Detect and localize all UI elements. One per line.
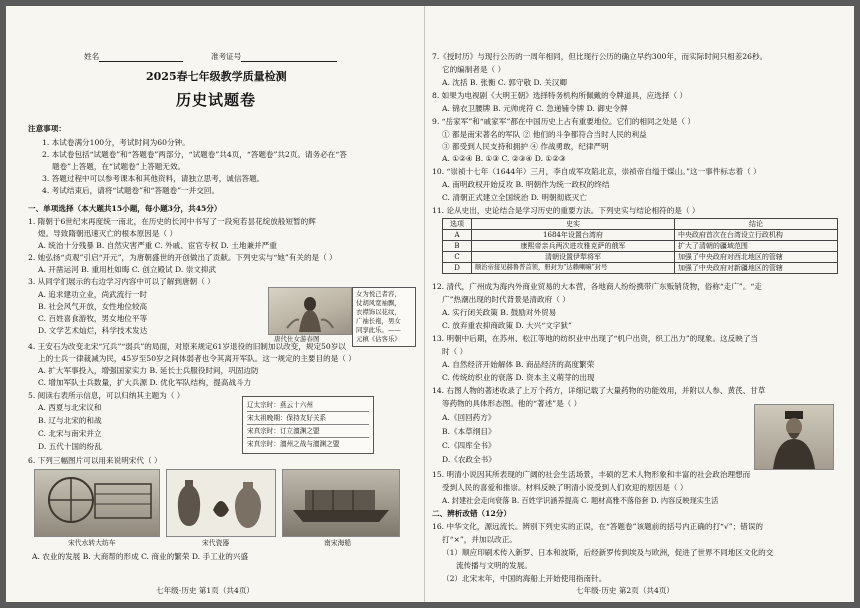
porcelain-caption: 宋代瓷器 (202, 539, 230, 547)
option-line: A. 统治十分残暴 B. 自然灾害严重 C. 外戚、宦官专权 D. 土地兼并严重 (38, 241, 277, 250)
option-line: A. 自然经济开始解体 B. 商品经济的高度繁荣 (442, 360, 595, 369)
notice-item: 2. 本试卷包括“试题卷”和“答题卷”两部分，“试题卷”共4页，“答题卷”共2页。请务必在“答 (42, 150, 347, 159)
exam-number-field[interactable] (211, 52, 337, 62)
notice-title: 注意事项： (28, 124, 66, 133)
notice-item: 1. 本试卷满分100分，考试时间为60分钟。 (42, 138, 190, 147)
option-line: A. 封建社会走向衰落 B. 百姓学识涵养提高 C. 题材高雅不落俗套 D. 内容反映现实生活 (442, 496, 719, 505)
notice-item: 题卷”上答题，在“试题卷”上答题无效。 (52, 162, 186, 171)
question-line: 3. 从同学们展示的右边学习内容中可以了解到唐朝（ ） (28, 277, 215, 286)
option-line: D. 五代十国的纷乱 (38, 442, 102, 451)
info-row: 宋真宗时：订立澶渊之盟 (247, 425, 369, 438)
info-row: 宋真宗时：澶州之战与澶渊之盟 (247, 440, 340, 448)
spinning-wheel-caption: 宋代水转大纺车 (68, 539, 116, 547)
section-1-title: 一、单项选择（本大题共15小题，每小题3分，共45分） (28, 204, 222, 213)
option-line: C. 百姓喜食游牧，男女地位平等 (38, 314, 148, 323)
option-line: A. 西夏与北宋议和 (38, 403, 102, 412)
li-shizhen-portrait (754, 404, 834, 470)
page-2 (426, 6, 852, 602)
option-line: A. 扩大军事投入，增强国家实力 B. 延长士兵服役时间，巩固边防 (38, 366, 259, 375)
table-cell: 扩大了清朝的疆域范围 (674, 241, 837, 252)
ship-image (282, 469, 400, 537)
tang-painting-caption: 唐代仕女游春图 (274, 335, 320, 343)
table-cell: 清朝设置伊犁将军 (472, 252, 675, 263)
info-row: 辽太宗时：燕云十六州 (247, 399, 369, 412)
page-footer: 七年级·历史 第2页（共4页） (576, 586, 675, 595)
option-line: B.《本草纲目》 (442, 427, 496, 436)
poem-line: 仗胡风宽袖飘， (356, 299, 401, 307)
poem-line: 广袖长袍，男女 (356, 317, 401, 325)
table-cell: 1684年设置台湾府 (472, 230, 675, 241)
name-field[interactable] (84, 52, 183, 62)
option-line: A. 农业的发展 B. 大商帮的形成 C. 商业的繁荣 D. 手工业的兴盛 (32, 552, 249, 561)
table-cell: 顺治帝接见赫鲁普首领，册封为“达赖喇嘛”封号 (472, 263, 675, 274)
porcelain-image (166, 469, 276, 537)
question-line: 9. “岳家军”和“戚家军”都在中国历史上占有重要地位。它们的相同之处是（ ） (432, 117, 696, 126)
table-header-row (443, 219, 838, 230)
question-line: 等药物的具体形态图。他的“著述”是（ ） (442, 399, 582, 408)
question-line: 12. 清代，广州成为海内外商业贸易的大本营，各地商人纷纷携带广东贩销货物，俗称“走广”。“走 (432, 282, 762, 291)
table-cell: A (443, 230, 472, 241)
option-line: C.《四库全书》 (442, 441, 496, 450)
song-liao-info-table (242, 396, 374, 454)
option-line: A.《回回药方》 (442, 413, 496, 422)
q11-table (442, 218, 838, 274)
notice-item: 3. 答题过程中可以参考课本和其他资料，请独立思考，诚信答题。 (42, 174, 265, 183)
table-cell: C (443, 252, 472, 263)
page-divider (424, 6, 425, 602)
option-line: C. 增加军队士兵数量，扩大兵源 D. 优化军队结构，提高战斗力 (38, 378, 252, 387)
ship-icon (283, 470, 399, 536)
info-row: 宋太祖晚期：保持友好关系 (247, 412, 369, 425)
question-line: 煌。导致隋朝迅速灭亡的根本原因是（ ） (38, 229, 178, 238)
question-line: 2. 她弘扬“贞观”引启“开元”，为唐朝盛世的开创做出了贡献。下列史实与“她”有关的是（ ） (28, 253, 337, 262)
option-line: A. 实行闭关政策 B. 鼓励对外贸易 (442, 308, 557, 317)
question-line: 流传播与文明的发展。 (456, 561, 532, 570)
question-line: 8. 如果为电视剧《大明王朝》选择特务机构所佩戴的令牌道具，应选择（ ） (432, 91, 688, 100)
question-line: 13. 明朝中后期，在苏州、松江等地的纺织业中出现了“机户出资，织工出力”的现象。这反映了当 (432, 334, 758, 343)
option-line: A. 沈括 B. 张衡 C. 郭守敬 D. 关汉卿 (442, 78, 567, 87)
paper-title: 历史试题卷 (176, 91, 257, 109)
notice-item: 4. 考试结束后，请将“试题卷”和“答题卷”一并交回。 (42, 186, 220, 195)
question-line: 5. 阅读右表所示信息，可以归纳其主题为（ ） (28, 391, 185, 400)
question-line: 10. “崇祯十七年（1644年）三月，李自成军攻陷北京，崇祯帝自缢于煤山。”这一事件标志着（ ） (432, 167, 761, 176)
option-line: C. 清朝正式建立全国统治 D. 明朝彻底灭亡 (442, 193, 587, 202)
spinning-wheel-image (34, 469, 160, 537)
poem-box (352, 287, 416, 347)
figure-icon (269, 288, 351, 334)
question-line: 15. 明清小说因其所表现的广阔的社会生活场景，丰硕的艺术人物形象和丰富的社会政治理想而 (432, 470, 751, 479)
question-line: 广”热潮出现的时代背景是清政府（ ） (442, 295, 570, 304)
option-line: A. 南明政权开始反攻 B. 明朝作为统一政权的终结 (442, 180, 610, 189)
question-line: 它的编制者是（ ） (442, 65, 506, 74)
question-line: 16. 中华文化，源远流长。辨别下列史实的正误，在“答题卷”该题前的括号内正确的打“√”；错误的 (432, 522, 764, 531)
option-line: A. 追求建功立业，尚武流行一时 (38, 290, 148, 299)
spinning-wheel-icon (35, 470, 159, 536)
option-line: D. 文学艺术灿烂，科学技术发达 (38, 326, 148, 335)
poem-line: 同享此乐。—— (356, 326, 401, 334)
table-cell: 加强了中央政府对新疆地区的管辖 (674, 263, 837, 274)
table-cell: D (443, 263, 472, 274)
table-row (443, 252, 838, 263)
section-2-title: 二、辨析改错（12分） (432, 509, 511, 518)
option-line: C. 传统纺织业的衰落 D. 资本主义萌芽的出现 (442, 373, 595, 382)
tang-painting-image (268, 287, 352, 335)
table-cell: 加强了中央政府对西北地区的管辖 (674, 252, 837, 263)
option-line: ③ 都受到人民支持和拥护 ④ 作战勇敢，纪律严明 (442, 142, 609, 151)
option-line: C. 放弃重农抑商政策 D. 大兴“文字狱” (442, 321, 572, 330)
question-line: 1. 隋朝于6世纪末再度统一南北，在历史的长河中书写了一段宛若昙花绽放般短暂的辉 (28, 217, 316, 226)
option-line: D.《农政全书》 (442, 455, 496, 464)
table-header-cell: 选项 (443, 219, 472, 230)
question-line: 14. 右图人物的著述收录了上万个药方，详细记载了大量药物的功能效用，并附以人参、黄芪、甘草 (432, 386, 766, 395)
poem-line: 女为悦己者容， (356, 290, 401, 298)
page-footer: 七年级·历史 第1页（共4页） (156, 586, 255, 595)
question-line: （2）北宋末年，中国的海船上开始使用指南针。 (442, 574, 607, 583)
table-cell: 中央政府首次在台湾设立行政机构 (674, 230, 837, 241)
option-line: A. 开凿运河 B. 重用杜如晦 C. 创立殿试 D. 崇文抑武 (38, 265, 217, 274)
table-row (443, 263, 838, 274)
exam-number-label: 准考证号 (211, 52, 242, 61)
option-line: B. 社会风气开放，女性地位较高 (38, 302, 148, 311)
question-line: 4. 王安石为改变北宋“冗兵”“弱兵”的局面，对原来规定61岁退役的旧制加以改变，规定50岁以 (28, 342, 346, 351)
ship-caption: 南宋海船 (324, 539, 352, 547)
question-line: 时（ ） (442, 347, 468, 356)
question-line: （1）顺应印刷术传入新罗、日本和波斯，后经新罗传到埃及与欧洲，促进了世界不同地区文化的交 (442, 548, 774, 557)
question-line: 打“×”，并加以改正。 (442, 535, 517, 544)
exam-sheet (6, 6, 854, 602)
table-row (443, 230, 838, 241)
name-label: 姓名 (84, 52, 100, 61)
poem-line: 衣襟饰以花纹， (356, 308, 401, 316)
exam-title: 2025春七年级教学质量检测 (146, 70, 287, 83)
question-line: 受到人民的喜爱和推崇。材料反映了明清小说受到人们欢迎的原因是（ ） (442, 483, 688, 492)
page-1 (6, 6, 424, 602)
table-header-cell: 结论 (674, 219, 837, 230)
option-line: A. ①②④ B. ①③ C. ②③④ D. ①②③ (442, 154, 566, 163)
table-cell: B (443, 241, 472, 252)
question-line: 6. 下列三幅图片可以用来说明宋代（ ） (28, 456, 162, 465)
table-row (443, 241, 838, 252)
poem-line: 元稹《估客乐》 (356, 335, 401, 343)
table-cell: 康熙帝亲兵两次进攻雅克萨的俄军 (472, 241, 675, 252)
question-line: 上的士兵一律裁减为民，45岁至50岁之间体弱者也令其离开军队。这一规定的主要目的是（ ） (38, 354, 356, 363)
vase-icon (167, 470, 275, 536)
option-line: C. 北宋与南宋并立 (38, 429, 102, 438)
table-header-cell: 史实 (472, 219, 675, 230)
option-line: ① 都是南宋著名的军队 ② 他们的斗争都符合当时人民的利益 (442, 130, 647, 139)
question-line: 7.《授时历》与现行公历的一周年相同，但比现行公历的确立早约300年，而实际时间只相差26秒。 (432, 52, 768, 61)
question-line: 11. 论从史出，史论结合是学习历史的重要方法。下列史实与结论相符的是（ ） (432, 206, 700, 215)
scholar-portrait-icon (755, 405, 833, 469)
option-line: B. 辽与北宋的和战 (38, 416, 102, 425)
option-line: A. 锦衣卫腰牌 B. 元帅虎符 C. 急递铺令牌 D. 御史令牌 (442, 104, 628, 113)
